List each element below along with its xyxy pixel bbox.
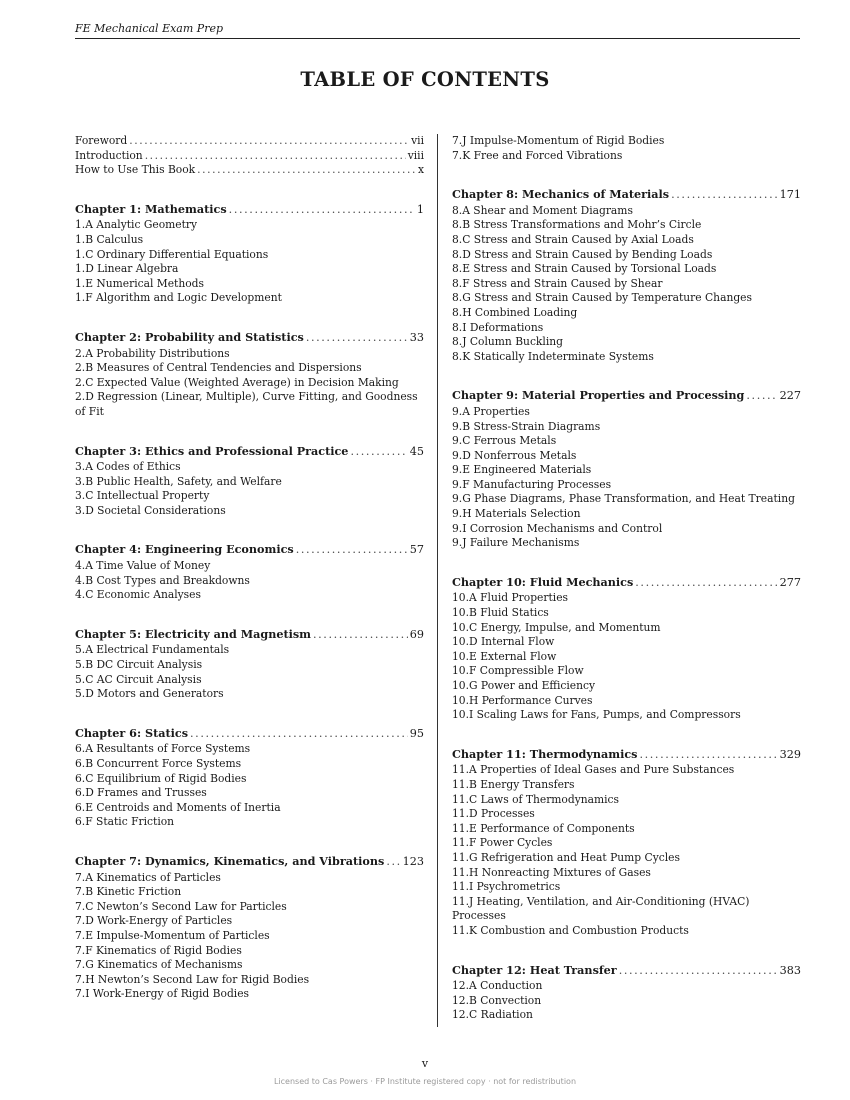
section-entry[interactable]: 1.F Algorithm and Logic Development: [75, 291, 282, 305]
dot-leader: [350, 445, 407, 460]
continuation-sections: [452, 134, 801, 163]
page-title: TABLE OF CONTENTS: [300, 68, 550, 91]
dot-leader: [386, 855, 400, 870]
section-entry[interactable]: 8.E Stress and Strain Caused by Torsional Loads: [452, 262, 717, 276]
chapter-entry-page: 57: [409, 543, 424, 557]
chapter-entry-page: 1: [416, 202, 424, 216]
chapter-entry-label: Chapter 3: Ethics and Professional Practice: [75, 443, 349, 458]
chapter-entry[interactable]: [75, 627, 424, 643]
chapter-entry-page: 69: [409, 627, 424, 641]
chapter-block: [75, 627, 424, 702]
chapter-block: [75, 444, 424, 519]
section-entry[interactable]: 7.D Work-Energy of Particles: [75, 914, 233, 928]
section-entry[interactable]: 10.F Compressible Flow: [452, 664, 584, 678]
section-entry[interactable]: 10.E External Flow: [452, 649, 557, 663]
section-entry[interactable]: 3.D Societal Considerations: [75, 503, 226, 517]
chapter-entry-label: Chapter 8: Mechanics of Materials: [452, 187, 670, 202]
chapter-entry[interactable]: [452, 963, 801, 979]
toc-left-column: [75, 134, 424, 1002]
section-entry[interactable]: 1.B Calculus: [75, 232, 144, 246]
section-entry[interactable]: 11.B Energy Transfers: [452, 777, 575, 791]
section-entry[interactable]: 6.E Centroids and Moments of Inertia: [75, 800, 281, 814]
section-entry[interactable]: 1.E Numerical Methods: [75, 276, 204, 290]
dot-leader: [197, 163, 416, 178]
left-chapter-list: [75, 202, 424, 1002]
section-entry[interactable]: 7.H Newton’s Second Law for Rigid Bodies: [75, 972, 310, 986]
section-entry[interactable]: 1.D Linear Algebra: [75, 262, 179, 276]
section-entry[interactable]: 4.B Cost Types and Breakdowns: [75, 573, 250, 587]
section-entry[interactable]: 8.D Stress and Strain Caused by Bending Loads: [452, 247, 713, 261]
section-entry[interactable]: 9.E Engineered Materials: [452, 463, 592, 477]
section-entry[interactable]: 8.A Shear and Moment Diagrams: [452, 203, 633, 217]
section-entry[interactable]: 1.A Analytic Geometry: [75, 218, 198, 232]
dot-leader: [671, 188, 778, 203]
front-matter-entry-page: x: [417, 163, 424, 177]
running-head: FE Mechanical Exam Prep: [75, 22, 800, 39]
section-entry[interactable]: 10.C Energy, Impulse, and Momentum: [452, 620, 661, 634]
chapter-entry[interactable]: [75, 444, 424, 460]
right-chapter-list: [452, 187, 801, 1023]
section-entry[interactable]: 3.C Intellectual Property: [75, 489, 210, 503]
dot-leader: [746, 389, 777, 404]
dot-leader: [190, 727, 408, 742]
section-entry[interactable]: 12.C Radiation: [452, 1008, 533, 1022]
section-entry[interactable]: 2.C Expected Value (Weighted Average) in Decision Making: [75, 375, 399, 389]
section-entry[interactable]: 2.B Measures of Central Tendencies and Dispersions: [75, 361, 362, 375]
chapter-entry-label: Chapter 12: Heat Transfer: [452, 962, 617, 977]
chapter-entry-page: 277: [779, 575, 801, 589]
section-entry[interactable]: 5.B DC Circuit Analysis: [75, 658, 203, 672]
section-entry[interactable]: 9.J Failure Mechanisms: [452, 536, 580, 550]
chapter-entry[interactable]: [452, 747, 801, 763]
section-entry[interactable]: 10.H Performance Curves: [452, 693, 593, 707]
dot-leader: [313, 628, 408, 643]
front-matter-entry-page: vii: [411, 134, 424, 147]
chapter-block: [75, 202, 424, 306]
toc-right-column: [452, 134, 801, 1023]
section-entry[interactable]: 8.G Stress and Strain Caused by Temperature Changes: [452, 291, 752, 305]
section-entry[interactable]: 8.I Deformations: [452, 320, 544, 334]
chapter-entry-label: Chapter 7: Dynamics, Kinematics, and Vibrations: [75, 853, 385, 868]
section-entry[interactable]: 11.J Heating, Ventilation, and Air-Conditioning (HVAC) Processes: [452, 894, 750, 923]
dot-leader: [229, 203, 415, 218]
section-entry[interactable]: 1.C Ordinary Differential Equations: [75, 247, 269, 261]
section-entry[interactable]: 10.I Scaling Laws for Fans, Pumps, and Compressors: [452, 708, 741, 722]
chapter-block: [452, 388, 801, 551]
chapter-entry-page: 33: [409, 330, 424, 344]
chapter-entry[interactable]: [75, 202, 424, 218]
dot-leader: [129, 134, 409, 149]
section-entry[interactable]: 10.B Fluid Statics: [452, 606, 549, 620]
front-matter-entry-label: Introduction: [75, 148, 143, 162]
chapter-entry-page: 383: [779, 963, 801, 977]
chapter-entry[interactable]: [75, 330, 424, 346]
section-entry[interactable]: 6.F Static Friction: [75, 815, 175, 829]
chapter-entry-label: Chapter 10: Fluid Mechanics: [452, 574, 634, 589]
chapter-entry-label: Chapter 9: Material Properties and Processing: [452, 388, 745, 403]
front-matter-entry-label: How to Use This Book: [75, 163, 196, 177]
chapter-entry[interactable]: [75, 542, 424, 558]
chapter-block: [75, 854, 424, 1002]
chapter-entry[interactable]: [75, 726, 424, 742]
section-entry[interactable]: 8.J Column Buckling: [452, 335, 563, 349]
section-entry[interactable]: 9.C Ferrous Metals: [452, 434, 557, 448]
section-entry[interactable]: 10.D Internal Flow: [452, 635, 555, 649]
section-entry[interactable]: 11.K Combustion and Combustion Products: [452, 923, 689, 937]
chapter-block: [452, 963, 801, 1023]
section-entry[interactable]: 11.C Laws of Thermodynamics: [452, 792, 620, 806]
chapter-block: [75, 330, 424, 420]
section-entry[interactable]: 10.A Fluid Properties: [452, 591, 569, 605]
section-entry[interactable]: 6.B Concurrent Force Systems: [75, 757, 242, 770]
front-matter-entry[interactable]: [75, 163, 424, 178]
section-entry[interactable]: 10.G Power and Efficiency: [452, 679, 596, 692]
section-entry[interactable]: 7.I Work-Energy of Rigid Bodies: [75, 987, 250, 1001]
section-entry[interactable]: 11.E Performance of Components: [452, 821, 635, 835]
chapter-entry-label: Chapter 1: Mathematics: [75, 201, 227, 216]
chapter-block: [452, 747, 801, 939]
dot-leader: [306, 331, 408, 346]
section-entry[interactable]: 8.C Stress and Strain Caused by Axial Loads: [452, 232, 694, 246]
license-note: Licensed to Cas Powers · FP Institute registered copy · not for redistribution: [273, 1077, 577, 1086]
section-entry[interactable]: 11.H Nonreacting Mixtures of Gases: [452, 865, 651, 879]
section-entry[interactable]: 7.E Impulse-Momentum of Particles: [75, 928, 270, 942]
section-entry[interactable]: 4.A Time Value of Money: [75, 559, 211, 573]
section-entry[interactable]: 2.A Probability Distributions: [75, 346, 230, 360]
section-entry[interactable]: 3.B Public Health, Safety, and Welfare: [75, 474, 282, 488]
chapter-entry-page: 95: [409, 726, 424, 740]
chapter-entry-page: 45: [409, 444, 424, 458]
section-entry[interactable]: 9.G Phase Diagrams, Phase Transformation, and Heat Treating: [452, 492, 795, 506]
section-entry[interactable]: 9.B Stress-Strain Diagrams: [452, 419, 601, 433]
chapter-entry-label: Chapter 2: Probability and Statistics: [75, 329, 304, 344]
section-entry[interactable]: 7.C Newton’s Second Law for Particles: [75, 899, 287, 913]
section-entry[interactable]: 12.A Conduction: [452, 979, 543, 993]
section-entry[interactable]: 7.G Kinematics of Mechanisms: [75, 958, 243, 972]
chapter-entry-page: 171: [779, 188, 801, 202]
section-entry[interactable]: 8.K Statically Indeterminate Systems: [452, 349, 654, 363]
section-entry[interactable]: 11.G Refrigeration and Heat Pump Cycles: [452, 850, 680, 864]
section-entry[interactable]: 9.I Corrosion Mechanisms and Control: [452, 521, 663, 535]
section-entry[interactable]: 4.C Economic Analyses: [75, 588, 201, 602]
chapter-block: [75, 726, 424, 830]
section-entry[interactable]: 11.F Power Cycles: [452, 836, 553, 850]
page-number: v: [421, 1057, 429, 1070]
section-entry[interactable]: 7.K Free and Forced Vibrations: [452, 148, 623, 162]
chapter-block: [75, 542, 424, 602]
section-entry[interactable]: 2.D Regression (Linear, Multiple), Curve Fitting, and Goodness of Fit: [75, 390, 418, 418]
front-matter-entry[interactable]: [75, 149, 424, 164]
section-entry[interactable]: 3.A Codes of Ethics: [75, 460, 181, 474]
front-matter-entry[interactable]: [75, 134, 424, 149]
chapter-entry-label: Chapter 4: Engineering Economics: [75, 542, 294, 557]
chapter-entry[interactable]: [452, 575, 801, 591]
section-entry[interactable]: 9.H Materials Selection: [452, 507, 581, 521]
chapter-block: [452, 187, 801, 364]
dot-leader: [639, 748, 777, 763]
section-entry[interactable]: 11.D Processes: [452, 807, 535, 821]
section-entry[interactable]: 9.F Manufacturing Processes: [452, 477, 612, 491]
section-entry[interactable]: 9.A Properties: [452, 404, 530, 418]
section-entry[interactable]: 7.B Kinetic Friction: [75, 885, 182, 899]
chapter-entry-page: 123: [402, 854, 424, 868]
front-matter-entry-label: Foreword: [75, 134, 128, 147]
section-entry[interactable]: 5.C AC Circuit Analysis: [75, 672, 202, 686]
chapter-entry-label: Chapter 6: Statics: [75, 725, 189, 740]
section-entry[interactable]: 5.A Electrical Fundamentals: [75, 643, 230, 657]
chapter-entry-label: Chapter 5: Electricity and Magnetism: [75, 626, 311, 641]
chapter-entry-page: 329: [779, 747, 801, 761]
front-matter-entry-page: viii: [407, 148, 424, 162]
section-entry[interactable]: 6.A Resultants of Force Systems: [75, 742, 251, 756]
chapter-entry[interactable]: [75, 854, 424, 870]
dot-leader: [145, 149, 406, 164]
dot-leader: [296, 543, 408, 558]
section-entry[interactable]: 7.F Kinematics of Rigid Bodies: [75, 943, 242, 957]
chapter-entry-page: 227: [779, 389, 801, 403]
section-entry[interactable]: 5.D Motors and Generators: [75, 687, 224, 701]
section-entry[interactable]: 8.B Stress Transformations and Mohr’s Circle: [452, 218, 702, 232]
front-matter: [75, 134, 424, 178]
section-entry[interactable]: 9.D Nonferrous Metals: [452, 448, 577, 462]
section-entry[interactable]: 7.A Kinematics of Particles: [75, 870, 221, 884]
chapter-entry[interactable]: [452, 187, 801, 203]
chapter-entry[interactable]: [452, 388, 801, 404]
dot-leader: [635, 576, 777, 591]
section-entry[interactable]: 7.J Impulse-Momentum of Rigid Bodies: [452, 134, 665, 147]
section-entry[interactable]: 8.F Stress and Strain Caused by Shear: [452, 276, 663, 290]
section-entry[interactable]: 11.I Psychrometrics: [452, 880, 561, 894]
section-entry[interactable]: 8.H Combined Loading: [452, 305, 578, 319]
chapter-entry-label: Chapter 11: Thermodynamics: [452, 746, 638, 761]
section-entry[interactable]: 6.C Equilibrium of Rigid Bodies: [75, 771, 247, 785]
column-divider: [437, 134, 438, 1027]
chapter-block: [452, 575, 801, 723]
section-entry[interactable]: 6.D Frames and Trusses: [75, 786, 207, 800]
section-entry[interactable]: 11.A Properties of Ideal Gases and Pure Substances: [452, 763, 735, 777]
section-entry[interactable]: 12.B Convection: [452, 993, 542, 1007]
dot-leader: [619, 964, 778, 979]
